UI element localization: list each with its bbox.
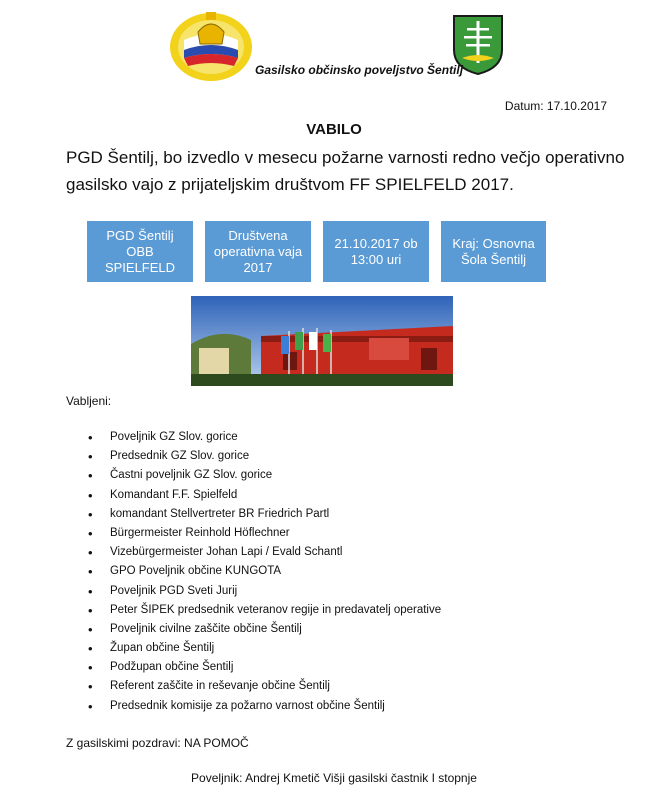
- list-item: • Komandant F.F. Spielfeld: [88, 486, 441, 505]
- list-item: • Poveljnik civilne zaščite občine Šentilj: [88, 620, 441, 639]
- list-item: • Častni poveljnik GZ Slov. gorice: [88, 466, 441, 485]
- list-item: • komandant Stellvertreter BR Friedrich Partl: [88, 505, 441, 524]
- invited-label: Vabljeni:: [66, 394, 112, 408]
- firefighter-emblem-logo: [168, 10, 254, 82]
- info-box-event: Društvena operativna vaja 2017: [205, 221, 311, 282]
- list-item: • Referent zaščite in reševanje občine Šentilj: [88, 677, 441, 696]
- info-box-datetime: 21.10.2017 ob 13:00 uri: [323, 221, 429, 282]
- list-item: • Peter ŠIPEK predsednik veteranov regije in predavatelj operative: [88, 601, 441, 620]
- info-box-organizers: PGD Šentilj OBB SPIELFELD: [87, 221, 193, 282]
- info-box-location: Kraj: Osnovna Šola Šentilj: [441, 221, 546, 282]
- list-item: • Predsednik komisije za požarno varnost občine Šentilj: [88, 697, 441, 716]
- guest-list: [88, 428, 441, 716]
- school-building-photo: [191, 296, 453, 386]
- document-date: Datum: 17.10.2017: [504, 99, 607, 113]
- signature-line: Poveljnik: Andrej Kmetič Višji gasilski častnik I stopnje: [191, 771, 477, 785]
- list-item: • GPO Poveljnik občine KUNGOTA: [88, 562, 441, 581]
- list-item: • Poveljnik GZ Slov. gorice: [88, 428, 441, 447]
- closing-greeting: Z gasilskimi pozdravi: NA POMOČ: [66, 736, 249, 750]
- organization-name: Gasilsko občinsko poveljstvo Šentilj: [255, 63, 464, 77]
- document-title: VABILO: [306, 121, 362, 138]
- list-item: • Poveljnik PGD Sveti Jurij: [88, 582, 441, 601]
- list-item: • Bürgermeister Reinhold Höflechner: [88, 524, 441, 543]
- list-item: • Predsednik GZ Slov. gorice: [88, 447, 441, 466]
- list-item: • Podžupan občine Šentilj: [88, 658, 441, 677]
- list-item: • Vizebürgermeister Johan Lapi / Evald Schantl: [88, 543, 441, 562]
- intro-paragraph: PGD Šentilj, bo izvedlo v mesecu požarne varnosti redno večjo operativno gasilsko vajo z prijateljskim društvom FF SPIELFELD 2017.: [66, 148, 625, 194]
- list-item: • Župan občine Šentilj: [88, 639, 441, 658]
